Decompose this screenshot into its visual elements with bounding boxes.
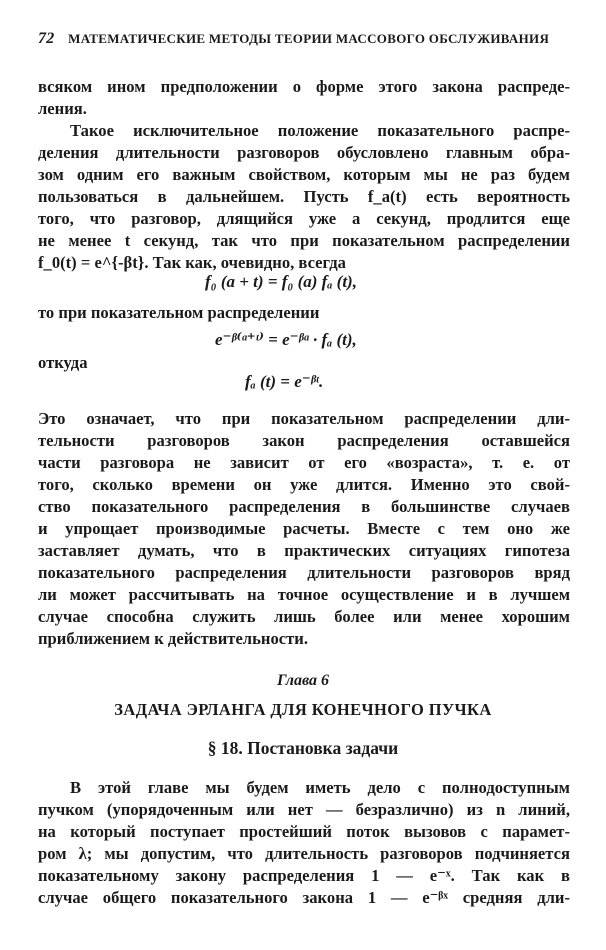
- text-line: пучком (упорядоченным или нет — безразлично) из n линий,: [38, 800, 570, 819]
- text-line: деления длительности разговоров обусловлено главным обра-: [38, 143, 570, 162]
- chapter-title: ЗАДАЧА ЭРЛАНГА ДЛЯ КОНЕЧНОГО ПУЧКА: [114, 700, 492, 719]
- text-line: и упрощает производимые расчеты. Вместе с тем оно же: [38, 519, 570, 538]
- text-line: показательному закону распределения 1 — e⁻ˣ. Так как в: [38, 866, 570, 885]
- text-line: тельности разговоров закон распределения оставшейся: [38, 431, 570, 450]
- formula-3: fₐ (t) = e⁻ᵝᵗ.: [245, 372, 324, 391]
- text-line: случае способна служить лишь более или менее хорошим: [38, 607, 570, 626]
- text-line: В этой главе мы будем иметь дело с полнодоступным: [70, 778, 570, 797]
- formula-2: e⁻ᵝ⁽ᵃ⁺ᵗ⁾ = e⁻ᵝᵃ · fₐ (t),: [215, 330, 357, 349]
- text-line: зом одним его важным свойством, которым мы не раз будем: [38, 165, 570, 184]
- text-line: случае общего показательного закона 1 — e⁻ᵝˣ средняя дли-: [38, 888, 570, 907]
- chapter-number: Глава 6: [276, 672, 330, 689]
- text-line: показательного распределения длительности разговоров вряд: [38, 563, 570, 582]
- text-line: ство показательного распределения в большинстве случаев: [38, 497, 570, 516]
- text-line: ления.: [38, 99, 87, 118]
- paragraph-exponential-property: [38, 120, 570, 274]
- formula-1: f₀ (a + t) = f₀ (a) fₐ (t),: [205, 272, 357, 291]
- paragraph-continuation: [38, 76, 570, 120]
- section-title: § 18. Постановка задачи: [207, 738, 399, 758]
- text-line: ром λ; мы допустим, что длительность разговоров подчиняется: [38, 844, 570, 863]
- text-line: того, сколько времени он уже длится. Именно это свой-: [38, 475, 570, 494]
- text-line: всяком ином предположении о форме этого закона распреде-: [38, 77, 570, 96]
- text-line: не менее t секунд, так что при показательном распределении: [38, 231, 570, 250]
- text-line: откуда: [38, 353, 88, 372]
- page-number: 72: [38, 30, 55, 47]
- text-line: Это означает, что при показательном распределении дли-: [38, 409, 570, 428]
- text-line: пользоваться в дальнейшем. Пусть f_a(t) есть вероятность: [38, 187, 570, 206]
- text-line: заставляет думать, что в практических ситуациях гипотеза: [38, 541, 570, 560]
- paragraph-section-intro: [38, 777, 570, 909]
- text-line: f_0(t) = e^{-βt}. Так как, очевидно, всегда: [38, 253, 346, 272]
- text-line: того, что разговор, длящийся уже a секунд, продлится еще: [38, 209, 570, 228]
- running-title: МАТЕМАТИЧЕСКИЕ МЕТОДЫ ТЕОРИИ МАССОВОГО ОБСЛУЖИВАНИЯ: [68, 31, 550, 46]
- text-line: на который поступает простейший поток вызовов с парамет-: [38, 822, 570, 841]
- text-line: части разговора не зависит от его «возраста», т. е. от: [38, 453, 570, 472]
- text-line: то при показательном распределении: [38, 303, 320, 322]
- text-line: Такое исключительное положение показательного распре-: [70, 121, 570, 140]
- paragraph-short: [38, 302, 570, 324]
- running-header: [38, 30, 578, 48]
- paragraph-short: [38, 352, 570, 374]
- text-line: приближением к действительности.: [38, 629, 308, 648]
- paragraph-conclusion: [38, 408, 570, 650]
- text-line: ли может рассчитывать на точное осуществление и в лучшем: [38, 585, 570, 604]
